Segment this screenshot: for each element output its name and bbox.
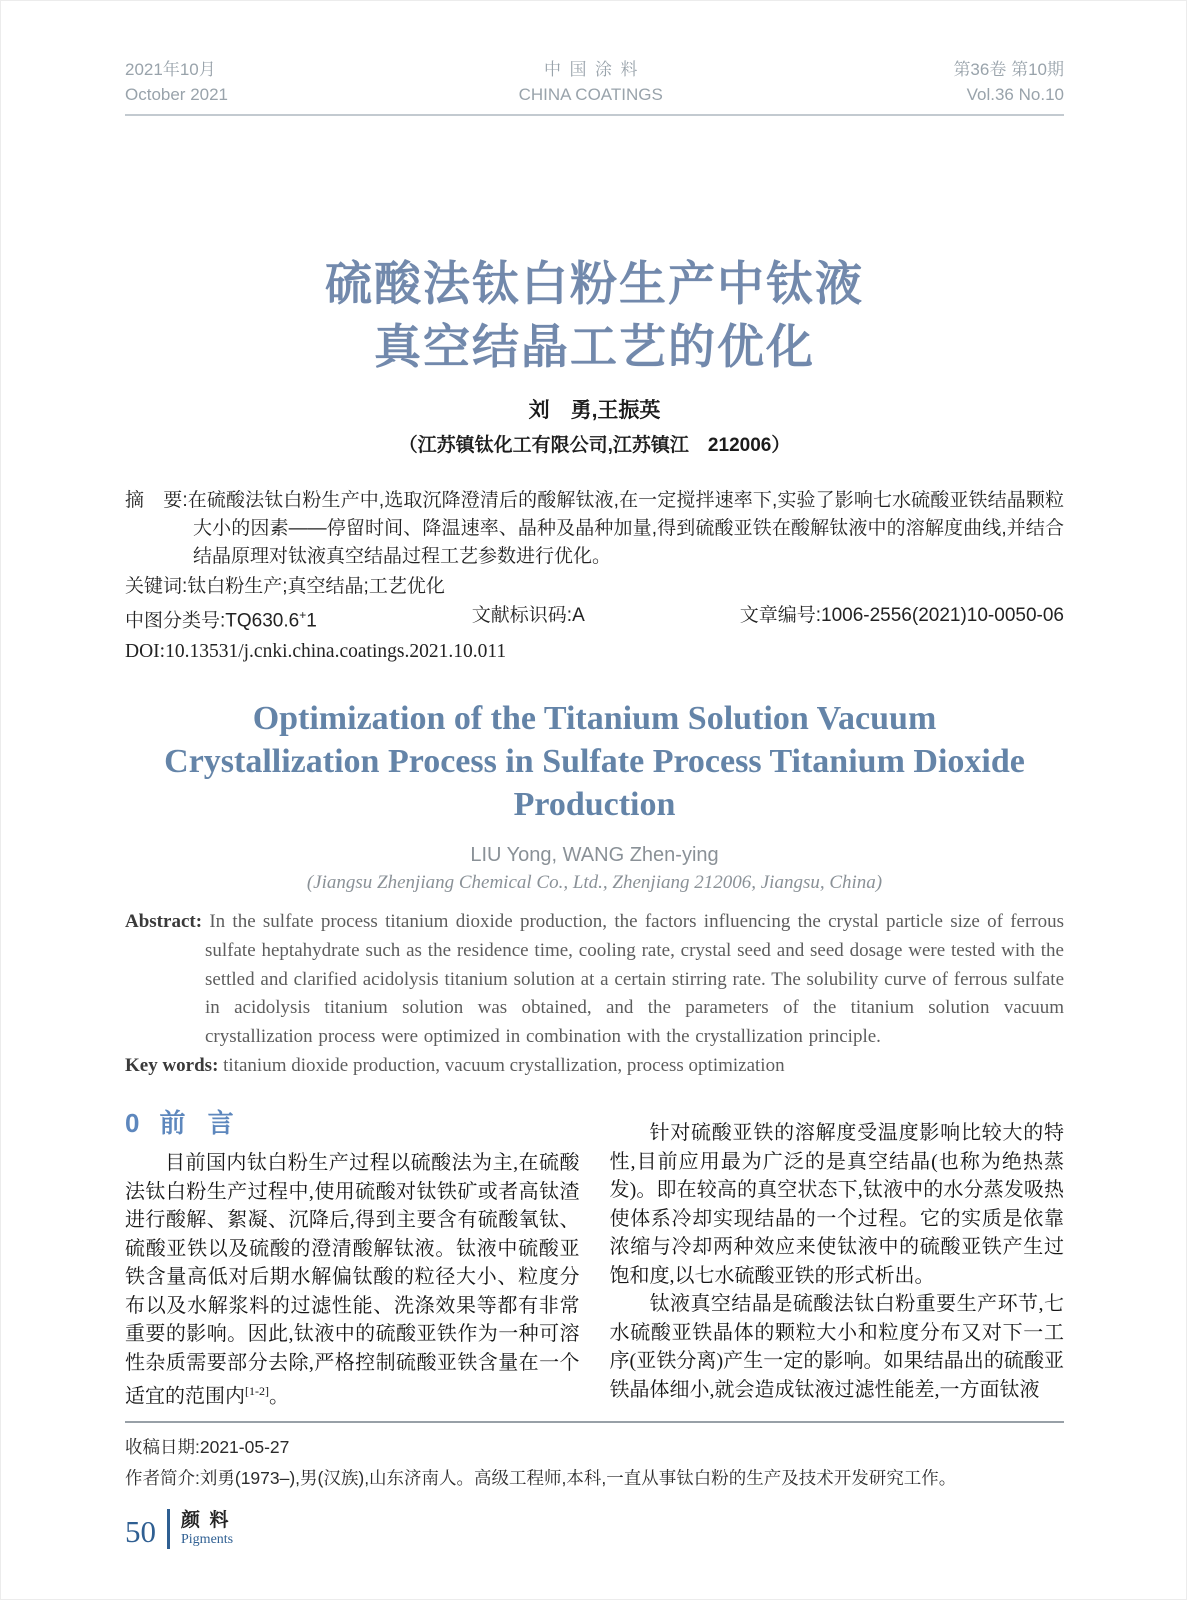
section-number: 0 bbox=[125, 1108, 140, 1139]
doi-line: DOI:10.13531/j.cnki.china.coatings.2021.10.011 bbox=[125, 641, 507, 663]
document-code: 文献标识码:A bbox=[471, 605, 585, 626]
paragraph-intro-text: 目前国内钛白粉生产过程以硫酸法为主,在硫酸法钛白粉生产过程中,使用硫酸对钛铁矿或者高钛渣进行酸解、絮凝、沉降后,得到主要含有硫酸氧钛、硫酸亚铁以及硫酸的澄清酸解钛液。钛液中硫酸亚铁含量高低对后期水解偏钛酸的粒径大小、粒度分布以及水解浆料的过滤性能、洗涤效果等都有非常重要的影响。因此,钛液中的硫酸亚铁作为一种可溶性杂质需要部分去除,严格控制硫酸亚铁含量在一个适宜的范围内 bbox=[125, 1152, 580, 1408]
section-heading-intro bbox=[125, 1105, 580, 1141]
header-date-en: October 2021 bbox=[125, 85, 229, 104]
abstract-en-text: In the sulfate process titanium dioxide production, the factors influencing the crystal particle size of ferrous sulfate heptahydrate such as the residence time, cooling rate, crystal seed and seed dosage were tested with the settled and clarified acidolysis titanium solution at a certain stirring rate. The solubility curve of ferrous sulfate in acidolysis titanium solution was obtained, and the parameters of the titanium solution vacuum crystallization process were optimized in combination with the crystallization principle. bbox=[205, 911, 1064, 1047]
affiliation-cn: （江苏镇钛化工有限公司,江苏镇江 212006） bbox=[398, 435, 791, 456]
header-issue-cn: 第36卷 第10期 bbox=[953, 60, 1064, 79]
header-journal-name bbox=[519, 57, 663, 107]
article-id: 文章编号:1006-2556(2021)10-0050-06 bbox=[739, 605, 1064, 626]
column-right bbox=[610, 1105, 1065, 1411]
authors-cn: 刘 勇,王振英 bbox=[528, 399, 661, 422]
abstract-cn-label: 摘 要: bbox=[125, 490, 188, 511]
authors-en: LIU Yong, WANG Zhen-ying bbox=[470, 844, 719, 867]
abstract-en bbox=[125, 908, 1064, 1051]
keywords-en bbox=[125, 1053, 1064, 1079]
classification-row bbox=[125, 602, 1064, 634]
section-title: 前言 bbox=[159, 1108, 256, 1139]
footer-section-block bbox=[181, 1509, 238, 1549]
article-title-cn bbox=[125, 252, 1064, 378]
journal-running-head bbox=[125, 57, 1064, 116]
footer-section-en: Pigments bbox=[181, 1532, 234, 1547]
clc-superscript: + bbox=[299, 608, 307, 622]
body-columns bbox=[125, 1105, 1064, 1411]
clc-value: TQ630.6 bbox=[225, 610, 300, 632]
header-issue-en: Vol.36 No.10 bbox=[966, 85, 1064, 104]
affiliation-en: (Jiangsu Zhenjiang Chemical Co., Ltd., Zhenjiang 212006, Jiangsu, China) bbox=[306, 872, 883, 894]
abstract-cn-text: 在硫酸法钛白粉生产中,选取沉降澄清后的酸解钛液,在一定搅拌速率下,实验了影响七水硫酸亚铁结晶颗粒大小的因素——停留时间、降温速率、晶种及晶种加量,得到硫酸亚铁在酸解钛液中的溶解度曲线,并结合结晶原理对钛液真空结晶过程工艺参数进行优化。 bbox=[187, 490, 1064, 567]
abstract-cn bbox=[125, 487, 1064, 571]
footer-divider-bar bbox=[167, 1509, 170, 1549]
paragraph-crystal-size: 钛液真空结晶是硫酸法钛白粉重要生产环节,七水硫酸亚铁晶体的颗粒大小和粒度分布又对下一工序(亚铁分离)产生一定的影响。如果结晶出的硫酸亚铁晶体细小,就会造成钛液过滤性能差,一方面钛液 bbox=[609, 1293, 1064, 1401]
header-volume-issue bbox=[953, 57, 1064, 107]
clc-number bbox=[125, 602, 317, 634]
page-number: 50 bbox=[125, 1514, 156, 1549]
paragraph-intro-end: 。 bbox=[269, 1385, 289, 1408]
paragraph-vacuum-crystallization: 针对硫酸亚铁的溶解度受温度影响比较大的特性,目前应用最为广泛的是真空结晶(也称为绝热蒸发)。即在较高的真空状态下,钛液中的水分蒸发吸热使体系冷却实现结晶的一个过程。它的实质是依靠浓缩与冷却两种效应来使钛液中的硫酸亚铁产生过饱和度,以七水硫酸亚铁的形式析出。 bbox=[609, 1122, 1064, 1287]
author-bio: 作者简介:刘勇(1973–),男(汉族),山东济南人。高级工程师,本科,一直从事钛白粉的生产及技术开发研究工作。 bbox=[125, 1468, 957, 1489]
column-left bbox=[125, 1105, 580, 1411]
article-title-en-line1: Optimization of the Titanium Solution Vacuum bbox=[252, 700, 937, 738]
abstract-en-label: Abstract: bbox=[125, 911, 203, 933]
footnote-block bbox=[125, 1421, 1064, 1491]
citation-ref: [1-2] bbox=[245, 1384, 269, 1399]
paragraph-intro bbox=[125, 1149, 580, 1411]
received-date: 收稿日期:2021-05-27 bbox=[125, 1437, 290, 1458]
keywords-en-text: titanium dioxide production, vacuum crystallization, process optimization bbox=[223, 1055, 785, 1077]
footnote-rule bbox=[125, 1421, 1064, 1423]
header-journal-en: CHINA COATINGS bbox=[518, 85, 663, 104]
header-issue-date bbox=[125, 57, 228, 107]
keywords-cn-text: 钛白粉生产;真空结晶;工艺优化 bbox=[187, 576, 445, 597]
article-title-cn-line1: 硫酸法钛白粉生产中钛液 bbox=[325, 257, 864, 310]
keywords-cn-label: 关键词: bbox=[125, 576, 188, 597]
article-title-cn-line2: 真空结晶工艺的优化 bbox=[374, 320, 815, 373]
clc-label: 中图分类号: bbox=[125, 610, 226, 632]
header-date-cn: 2021年10月 bbox=[125, 60, 216, 79]
article-title-en bbox=[125, 697, 1064, 826]
article-title-en-line2: Crystallization Process in Sulfate Process Titanium Dioxide bbox=[164, 743, 1025, 781]
article-title-en-line3: Production bbox=[513, 786, 676, 824]
footer-section-cn: 颜料 bbox=[181, 1510, 239, 1531]
page-footer bbox=[125, 1509, 238, 1549]
keywords-en-label: Key words: bbox=[125, 1055, 219, 1077]
clc-suffix: 1 bbox=[306, 610, 317, 632]
keywords-cn bbox=[125, 573, 1064, 600]
header-journal-cn: 中国涂料 bbox=[543, 60, 646, 79]
